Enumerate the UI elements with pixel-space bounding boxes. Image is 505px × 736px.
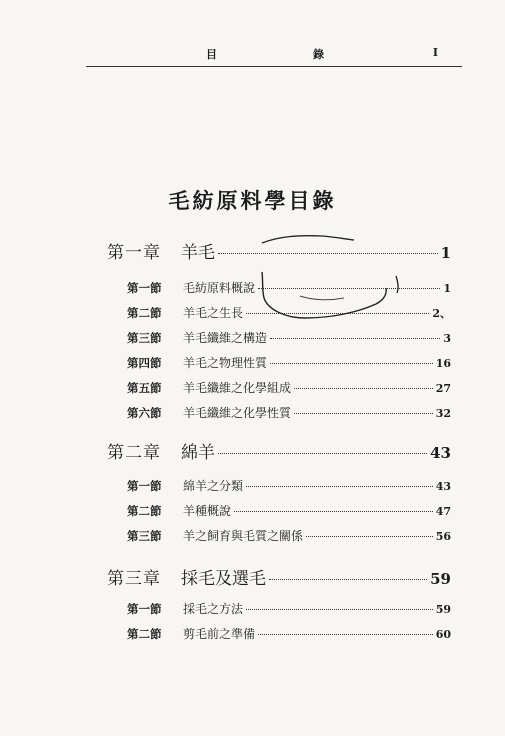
chapter-page: 59: [430, 570, 451, 588]
section-title: 採毛之方法: [183, 602, 244, 616]
dot-leader: [246, 486, 433, 487]
chapter-title: 綿羊: [181, 443, 215, 463]
running-head-middle: 錄: [313, 48, 324, 61]
section-page: 47: [435, 505, 451, 518]
section-number: 第四節: [127, 356, 162, 370]
toc-chapter-2: [107, 438, 451, 463]
section-number: 第一節: [127, 281, 162, 295]
section-number: 第三節: [127, 529, 162, 543]
toc-section-1-6: [127, 404, 451, 421]
toc-chapter-3: [107, 564, 451, 589]
section-number: 第二節: [127, 627, 162, 641]
section-title: 綿羊之分類: [183, 479, 244, 493]
running-head: [88, 44, 456, 66]
section-title: 羊毛纖維之化學性質: [183, 406, 292, 420]
toc-section-3-1: [127, 600, 451, 617]
chapter-title: 羊毛: [181, 243, 215, 263]
section-title: 羊種概說: [183, 504, 232, 518]
dot-leader: [234, 511, 433, 512]
section-number: 第五節: [127, 381, 162, 395]
section-number: 第二節: [127, 504, 162, 518]
dot-leader: [218, 453, 427, 454]
section-page: 59: [435, 603, 451, 616]
dot-leader: [294, 388, 433, 389]
section-page: 60: [435, 628, 451, 641]
section-title: 羊毛之生長: [183, 306, 244, 320]
dot-leader: [258, 634, 433, 635]
section-page: 43: [435, 480, 451, 493]
dot-leader: [258, 288, 440, 289]
section-page: 1: [443, 282, 451, 295]
toc-section-2-3: [127, 527, 451, 544]
toc-section-2-2: [127, 502, 451, 519]
toc-section-2-1: [127, 477, 451, 494]
section-title: 毛紡原料概說: [183, 281, 256, 295]
section-number: 第一節: [127, 602, 162, 616]
section-page: 27: [435, 382, 451, 395]
dot-leader: [306, 536, 433, 537]
section-page: 56: [435, 530, 451, 543]
chapter-number: 第一章: [107, 243, 161, 263]
section-title: 羊毛纖維之化學組成: [183, 381, 292, 395]
section-title: 羊毛纖維之構造: [183, 331, 268, 345]
chapter-page: 1: [440, 244, 451, 262]
section-number: 第二節: [127, 306, 162, 320]
dot-leader: [269, 579, 427, 580]
chapter-page: 43: [430, 444, 451, 462]
chapter-number: 第三章: [107, 569, 161, 589]
toc-chapter-1: [107, 238, 451, 263]
toc-section-1-1: [127, 279, 451, 296]
chapter-number: 第二章: [107, 443, 161, 463]
section-number: 第一節: [127, 479, 162, 493]
section-page: 32: [435, 407, 451, 420]
header-rule: [86, 66, 462, 67]
toc-section-3-2: [127, 625, 451, 642]
chapter-title: 採毛及選毛: [181, 569, 266, 589]
section-page: 16: [435, 357, 451, 370]
dot-leader: [294, 413, 433, 414]
dot-leader: [270, 363, 433, 364]
toc-section-1-4: [127, 354, 451, 371]
dot-leader: [218, 253, 438, 254]
dot-leader: [270, 338, 440, 339]
toc-section-1-5: [127, 379, 451, 396]
section-number: 第六節: [127, 406, 162, 420]
section-title: 剪毛前之準備: [183, 627, 256, 641]
running-head-left: 目: [206, 48, 217, 61]
section-title: 羊毛之物理性質: [183, 356, 268, 370]
section-page: 3: [443, 332, 451, 345]
toc-section-1-3: [127, 329, 451, 346]
section-page: 2、: [432, 307, 451, 320]
dot-leader: [246, 313, 429, 314]
page-title: 毛紡原料學目錄: [168, 189, 337, 213]
toc-section-1-2: [127, 304, 451, 321]
section-number: 第三節: [127, 331, 162, 345]
dot-leader: [246, 609, 433, 610]
page-number: I: [432, 46, 438, 59]
section-title: 羊之飼育與毛質之關係: [183, 529, 304, 543]
